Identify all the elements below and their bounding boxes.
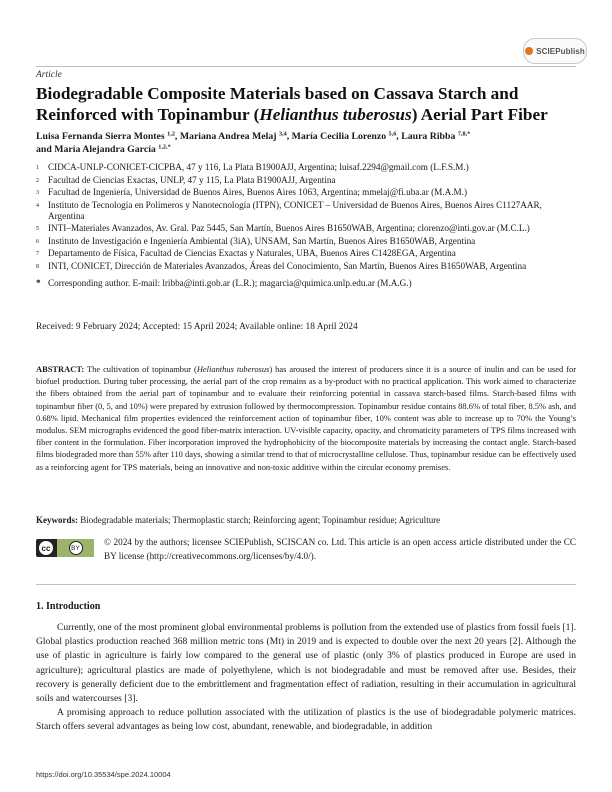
author: Laura Ribba $^{7,8,*}$ [401,130,471,142]
title-species: Helianthus tuberosus [259,104,412,124]
cc-icon: cc [39,541,53,555]
affiliation-item: 6 Instituto de Investigación e Ingeniería Ambiental (3iA), UNSAM, San Martín, Buenos Aires B1650WAB, Argentina [36,235,476,246]
publication-dates: Received: 9 February 2024; Accepted: 15 April 2024; Available online: 18 April 2024 [36,322,358,332]
affiliation-item: 3 Facultad de Ingeniería, Universidad de Buenos Aires, Buenos Aires 1063, Argentina; mmelaj@fi.uba.ar (M.A.M.) [36,187,468,198]
author-list [36,131,576,156]
logo-mark-icon [525,47,533,55]
keywords-label: Keywords: [36,515,78,525]
abstract-label: ABSTRACT: [36,364,85,374]
publisher-logo-text: SCIEPublish [536,46,585,56]
paragraph: A promising approach to reduce pollution associated with the utilization of plastics is the use of biodegradable polymeric matrices. Starch offers several advantages as being low cost, abundant, renewable, and biodegradable, in addition [36,707,576,733]
affiliation-item: 2 Facultad de Ciencias Exactas, UNLP, 47 y 115, La Plata B1900AJJ, Argentina [36,174,336,185]
paragraph: Currently, one of the most prominent global environmental problems is pollution from the extended use of plastics from fossil fuels [1]. Global plastics production reached 368 million metric tons (Mt) in 2019 and is expected to double over the next 20 years [2]. Although the use of plastic in agriculture is fairly low compared to the general use of plastic (only 3% of plastics produced in Europe are used in agriculture); agricultural plastics are made of polyethylene, which is not biodegradable and must be removed after use. Besides, their recovery is generally deficient due to the embrittlement and fragmentation effect of radiation, resulting in their accumulation in agricultural soils and watercourses [3]. [36,622,576,705]
affiliation-item: 5 INTI–Materiales Avanzados, Av. Gral. Paz 5445, San Martín, Buenos Aires B1650WAB, Argentina; clorenzo@inti.gov.ar (M.C.L.) [36,222,530,233]
affiliation-item: 8 INTI, CONICET, Dirección de Materiales Avanzados, Áreas del Conocimiento, San Martín, Buenos Aires B1650WAB, Argentina [36,260,527,271]
author: Luisa Fernanda Sierra Montes $^{1,2}$, [36,130,180,142]
affiliation-item: 4 Instituto de Tecnología en Polímeros y Nanotecnología (ITPN), CONICET – Universidad de Buenos Aires, Buenos Aires C1127AAR, Argentina [36,199,542,222]
publisher-logo [523,38,587,64]
affiliation-item: 1 CIDCA-UNLP-CONICET-CICPBA, 47 y 116, La Plata B1900AJJ, Argentina; luisaf.2294@gmail.com (L.F.S.M.) [36,162,469,172]
keywords: Keywords: Biodegradable materials; Thermoplastic starch; Reinforcing agent; Topinambur residue; Agriculture [36,515,441,525]
author: María Cecilia Lorenzo $^{5,6}$, [291,130,402,142]
abstract: ABSTRACT: The cultivation of topinambur (Helianthus tuberosus) has aroused the interest of producers since it is a source of inulin and can be used for biofuel production. During tuber processing, the aerial part of the crop remains as a by-product with no practical application. This work aimed to characterize the fibers obtained from the aerial part of topinambur and to evaluate their reinforcing potential in cassava starch-based films. Starch-based films with topinambur fiber (0, 5, and 10%) were prepared by extrusion followed by thermocompression. Topinambur residue contains 88.6% of total fiber, 8.5% ash, and 0.68% lipid. Mechanical film properties evidenced the reinforcement action of topinambur fiber, 10% content was able to increase up to 70% the Young’s modulus. SEM micrographs evidenced the good fiber-matrix interaction. UV-visible capacity, opacity, and chromaticity parameters of TPS films increased with fiber content in the formulation. Fiber incorporation improved the hydrophobicity of the biocomposite materials by increasing the contact angle. Starch-based films biodegraded more than 55% after 110 days, showing a similar trend to that of microcrystalline cellulose. Thus, topinambur residue can be effectively used as a reinforcing agent for TPS materials, being an innovative and non-toxic additive within the circular economy premises. [36,364,576,472]
paper-title [36,84,581,125]
title-part2: ) Aerial Part Fiber [411,104,548,124]
by-person-icon: BY [69,541,83,555]
affiliation-item: 7 Departamento de Física, Facultad de Ciencias Exactas y Naturales, UBA, Buenos Aires C1428EGA, Argentina [36,248,456,259]
author: and María Alejandra García $^{1,2,*}$ [36,143,171,155]
affiliations [36,162,576,290]
corresponding-author: * Corresponding author. E-mail: lribba@inti.gob.ar (L.R.); magarcia@quimica.unlp.edu.ar (M.A.G.) [36,278,412,289]
article-type-label: Article [36,70,62,80]
header-divider [36,66,576,67]
cc-by-license-badge[interactable] [36,539,94,557]
author: Mariana Andrea Melaj $^{3,4}$, [179,130,292,142]
doi-link[interactable]: https://doi.org/10.35534/spe.2024.10004 [36,770,171,779]
section-divider [36,584,576,585]
title-part1: Biodegradable Composite Materials based on Cassava Starch and Reinforced with Topinambur ( [36,84,519,124]
license-statement: © 2024 by the authors; licensee SCIEPublish, SCISCAN co. Ltd. This article is an open access article distributed under the CC BY license (http://creativecommons.org/licenses/by/4.0/). [104,537,576,561]
section-heading: 1. Introduction [36,601,101,612]
introduction-body [36,621,576,735]
